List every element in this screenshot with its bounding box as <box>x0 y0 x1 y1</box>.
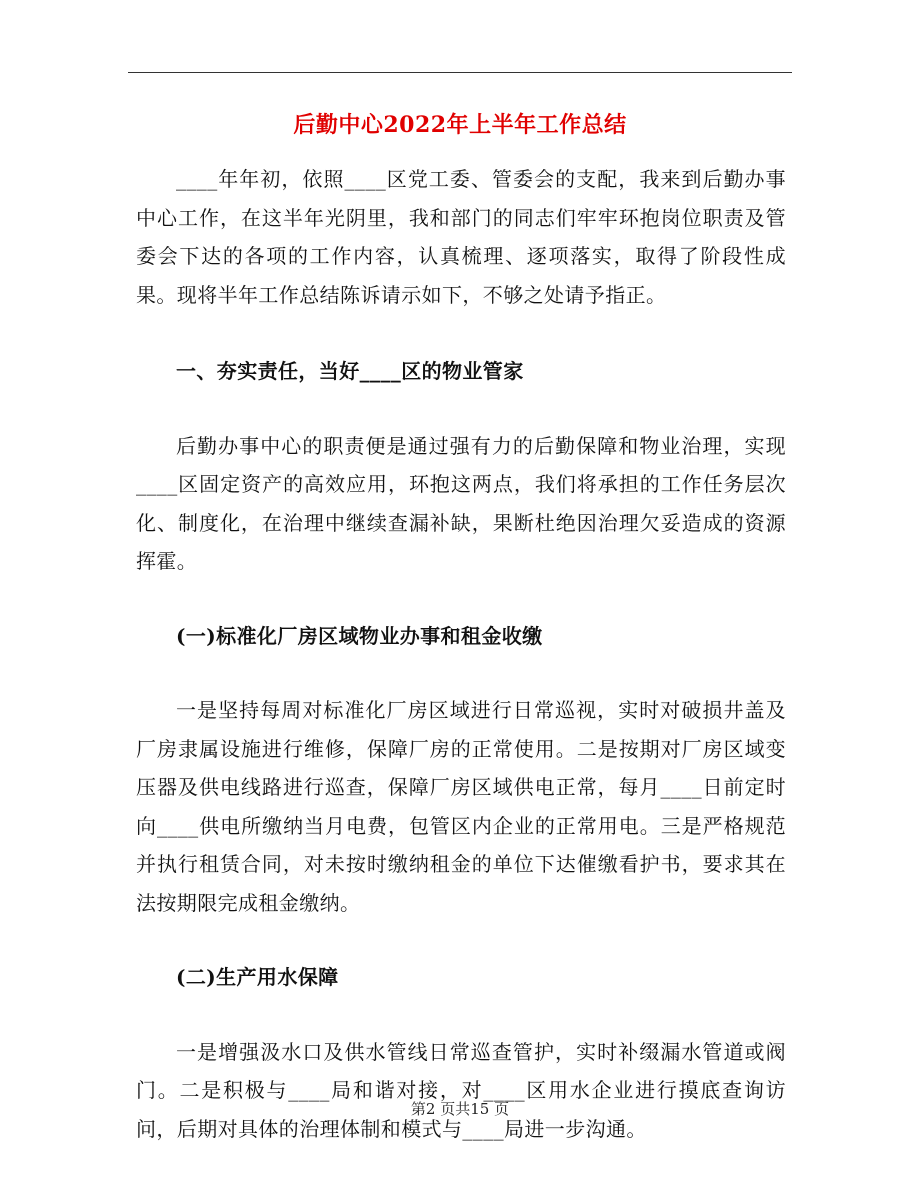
document-title: 后勤中心2022年上半年工作总结 <box>293 112 627 138</box>
section-1-paragraph: 后勤办事中心的职责便是通过强有力的后勤保障和物业治理，实现____区固定资产的高效应用，环抱这两点，我们将承担的工作任务层次化、制度化，在治理中继续查漏补缺，果断杜绝因治理欠妥造成的资源挥霍。 <box>136 433 786 573</box>
section-1-heading: 一、夯实责任，当好____区的物业管家 <box>176 359 524 383</box>
spacer <box>136 997 786 1033</box>
spacer <box>136 391 786 427</box>
document-body <box>136 160 786 1148</box>
spacer <box>136 922 786 958</box>
header-rule <box>128 72 792 73</box>
subsection-1-heading: (一)标准化厂房区域物业办事和租金收缴 <box>176 623 543 648</box>
spacer <box>136 314 786 352</box>
subsection-1-paragraph: 一是坚持每周对标准化厂房区域进行日常巡视，实时对破损井盖及厂房隶属设施进行维修，保障厂房的正常使用。二是按期对厂房区域变压器及供电线路进行巡查，保障厂房区域供电正常，每月____日前定时向____供电所缴纳当月电费，包管区内企业的正常用电。三是严格规范并执行租赁合同，对未按时缴纳租金的单位下达催缴看护书，要求其在法按期限完成租金缴纳。 <box>136 698 786 915</box>
spacer <box>136 655 786 691</box>
intro-paragraph: ____年年初，依照____区党工委、管委会的支配，我来到后勤办事中心工作，在这半年光阴里，我和部门的同志们牢牢环抱岗位职责及管委会下达的各项的工作内容，认真梳理、逐项落实，取得了阶段性成果。现将半年工作总结陈诉请示如下，不够之处请予指正。 <box>136 167 786 307</box>
subsection-2-paragraph: 一是增强汲水口及供水管线日常巡查管护，实时补缀漏水管道或阀门。二是积极与____局和谐对接，对____区用水企业进行摸底查询访问，后期对具体的治理体制和模式与____局进一步沟通。 <box>136 1039 786 1141</box>
spacer <box>136 581 786 617</box>
subsection-2-heading: (二)生产用水保障 <box>176 965 339 989</box>
page-number: 第2 页共15 页 <box>410 1100 510 1118</box>
